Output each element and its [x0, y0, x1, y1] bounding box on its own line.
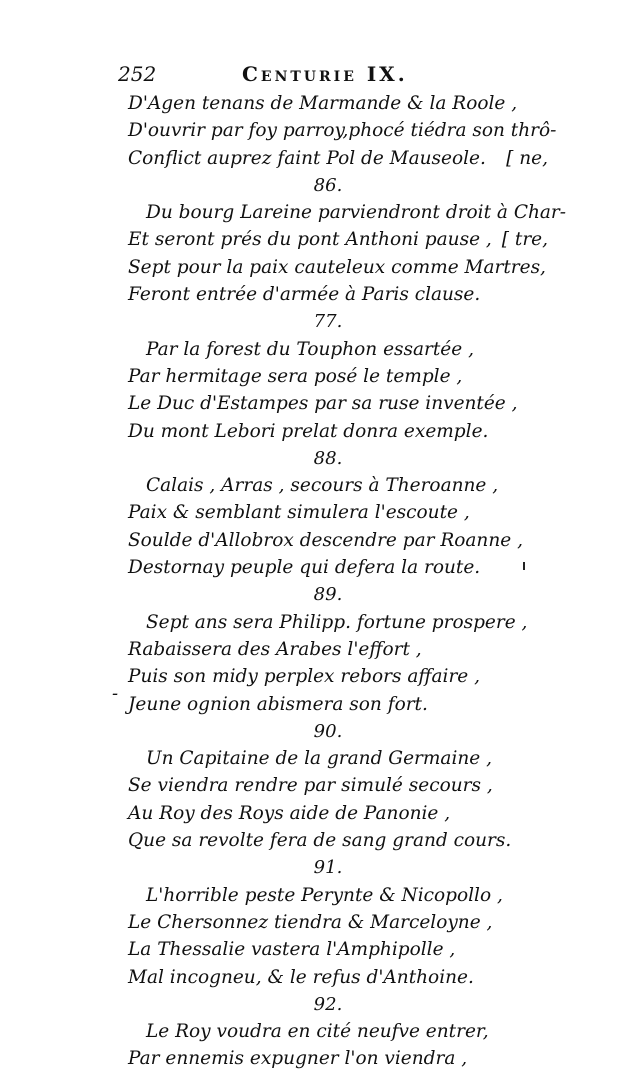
- verse-line: [128, 909, 548, 936]
- verse-text: Puis son midy perplex rebors affaire ,: [128, 666, 480, 688]
- quatrain-number: 90.: [313, 720, 343, 742]
- verse-text: Se viendra rendre par simulé secours ,: [128, 775, 493, 797]
- verse-line: [128, 226, 548, 253]
- verse-text: D'ouvrir par foy parroy,phocé tiédra son thrô-: [128, 120, 557, 142]
- verse-line: [128, 691, 548, 718]
- verse-text: Du bourg Lareine parviendront droit à Char-: [146, 202, 567, 224]
- verse-line: [128, 90, 548, 117]
- verse-text: Soulde d'Allobrox descendre par Roanne ,: [128, 529, 523, 551]
- verse-line: [128, 772, 548, 799]
- verse-line: [128, 254, 548, 281]
- quatrain-number: 92.: [313, 993, 343, 1015]
- turnover-fragment: [ tre,: [501, 229, 548, 251]
- verse-line: [128, 363, 548, 390]
- verse-line: [128, 800, 548, 827]
- verse-text: Paix & semblant simulera l'escoute ,: [128, 502, 470, 524]
- verse-text: Destornay peuple qui defera la route.: [128, 557, 481, 579]
- verse-text: Le Duc d'Estampes par sa ruse inventée ,: [128, 393, 518, 415]
- verse-line: [128, 964, 548, 991]
- quatrain-number: 88.: [313, 447, 343, 469]
- verse-text: La Thessalie vastera l'Amphipolle ,: [128, 939, 456, 961]
- verse-line: [128, 663, 548, 690]
- verse-line: [128, 472, 548, 499]
- verse-line: [128, 390, 548, 417]
- verse-text: Calais , Arras , secours à Theroanne ,: [146, 475, 499, 497]
- verse-line: [128, 936, 548, 963]
- verse-text: Par hermitage sera posé le temple ,: [128, 365, 463, 387]
- verse-text: Par la forest du Touphon essartée ,: [146, 338, 474, 360]
- quatrain-number: 89.: [313, 584, 343, 606]
- verse-text: Feront entrée d'armée à Paris clause.: [128, 284, 481, 306]
- verse-line: [128, 117, 557, 144]
- verse-line: [128, 418, 548, 445]
- running-title: Centurie IX.: [242, 62, 408, 86]
- verse-text: Que sa revolte fera de sang grand cours.: [128, 830, 512, 852]
- verse-line: [128, 636, 548, 663]
- verse-text: Par ennemis expugner l'on viendra ,: [128, 1048, 468, 1070]
- verse-line: [128, 527, 548, 554]
- margin-mark: -: [112, 683, 119, 704]
- verse-text: Mal incogneu, & le refus d'Anthoine.: [128, 966, 474, 988]
- verse-text: Le Chersonnez tiendra & Marceloyne ,: [128, 911, 493, 933]
- verse-text: Sept ans sera Philipp. fortune prospere ,: [146, 611, 528, 633]
- verse-line: [128, 499, 548, 526]
- page-number: 252: [118, 62, 157, 86]
- verse-text: Conflict auprez faint Pol de Mauseole.: [128, 147, 486, 169]
- verse-text: D'Agen tenans de Marmande & la Roole ,: [128, 93, 518, 114]
- verse-line: [128, 882, 548, 909]
- page-header: [118, 62, 538, 90]
- verse-line: [128, 199, 567, 226]
- verse-text: Et seront prés du pont Anthoni pause ,: [128, 229, 492, 251]
- quatrain-number: 77.: [313, 311, 343, 333]
- verse-text: Du mont Lebori prelat donra exemple.: [128, 420, 489, 442]
- verse-line: [128, 1018, 548, 1045]
- verse-text: Un Capitaine de la grand Germaine ,: [146, 748, 492, 770]
- verse-line: [128, 745, 548, 772]
- verse-line: [128, 827, 548, 854]
- quatrain-text: [128, 90, 567, 1073]
- verse-line: [128, 281, 548, 308]
- verse-line: [128, 145, 548, 172]
- verse-line: [128, 609, 548, 636]
- verse-text: Sept pour la paix cauteleux comme Martres,: [128, 256, 546, 278]
- verse-line: [128, 336, 548, 363]
- verse-text: Rabaissera des Arabes l'effort ,: [128, 638, 422, 660]
- turnover-fragment: [ ne,: [506, 147, 548, 169]
- verse-text: L'horrible peste Perynte & Nicopollo ,: [146, 884, 503, 906]
- quatrain-number: 86.: [313, 174, 343, 196]
- verse-line: [128, 1045, 548, 1072]
- verse-text: Jeune ognion abismera son fort.: [128, 693, 428, 715]
- verse-line: [128, 554, 548, 581]
- verse-text: Le Roy voudra en cité neufve entrer,: [146, 1021, 489, 1043]
- ink-speck: [523, 562, 525, 570]
- verse-text: Au Roy des Roys aide de Panonie ,: [128, 802, 451, 824]
- quatrain-number: 91.: [313, 857, 343, 879]
